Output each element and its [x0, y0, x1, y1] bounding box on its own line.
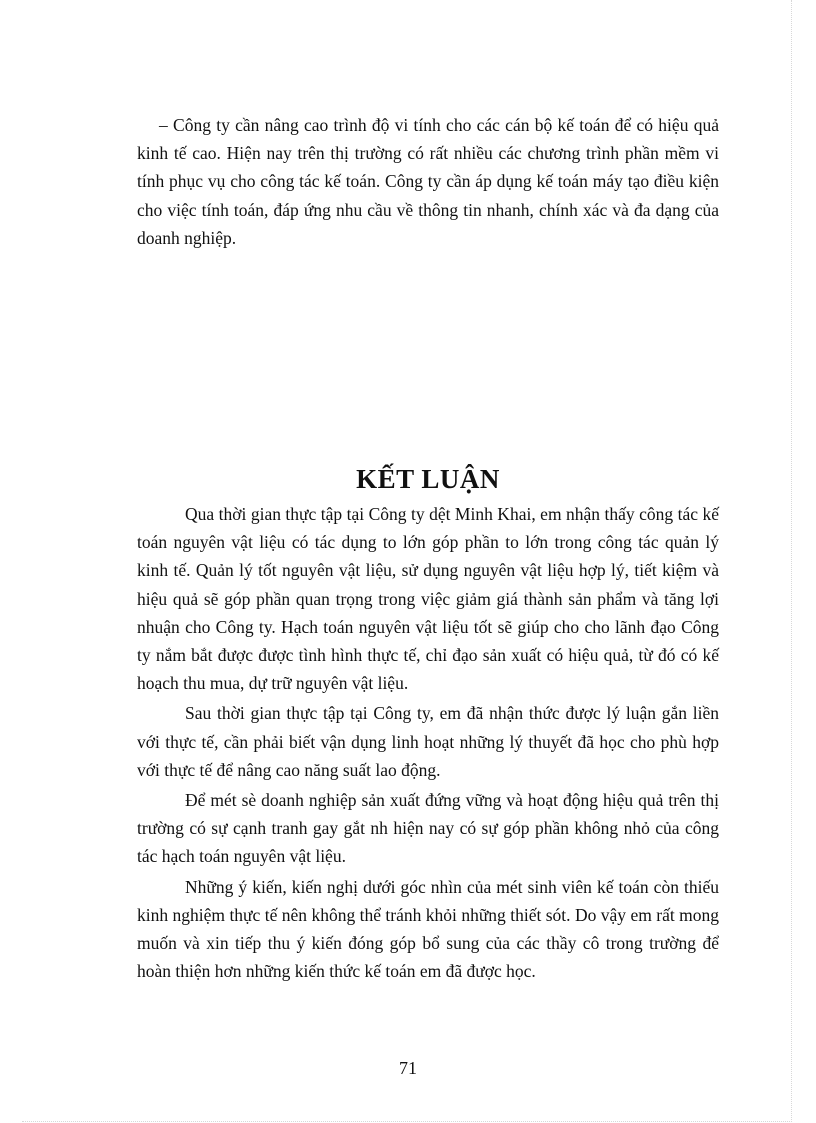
- conclusion-paragraph-1: Qua thời gian thực tập tại Công ty dệt Minh Khai, em nhận thấy công tác kế toán nguyên vật liệu có tác dụng to lớn góp phần to lớn trong công tác quản lý kinh tế. Quản lý tốt nguyên vật liệu, sử dụng nguyên vật liệu hợp lý, tiết kiệm và hiệu quả sẽ góp phần quan trọng trong việc giảm giá thành sản phẩm và tăng lợi nhuận cho Công ty. Hạch toán nguyên vật liệu tốt sẽ giúp cho cho lãnh đạo Công ty nắm bắt được được tình hình thực tế, chỉ đạo sản xuất có hiệu quả, từ đó có kế hoạch thu mua, dự trữ nguyên vật liệu.: [137, 504, 719, 694]
- document-body: [137, 111, 719, 985]
- conclusion-heading: KẾT LUẬN: [356, 464, 500, 495]
- intro-paragraph: – Công ty cần nâng cao trình độ vi tính cho các cán bộ kế toán để có hiệu quả kinh tế cao. Hiện nay trên thị trường có rất nhiều các chương trình phần mềm vi tính phục vụ cho công tác kế toán. Công ty cần áp dụng kế toán máy tạo điều kiện cho việc tính toán, đáp ứng nhu cầu về thông tin nhanh, chính xác và đa dạng của doanh nghiệp.: [137, 115, 719, 248]
- conclusion-paragraph-4: Những ý kiến, kiến nghị dưới góc nhìn của mét sinh viên kế toán còn thiếu kinh nghiệm thực tế nên không thể tránh khỏi những thiết sót. Do vậy em rất mong muốn và xin tiếp thu ý kiến đóng góp bổ sung của các thầy cô trong trường để hoàn thiện hơn những kiến thức kế toán em đã được học.: [137, 876, 719, 982]
- conclusion-paragraph-2: Sau thời gian thực tập tại Công ty, em đã nhận thức được lý luận gắn liền với thực tế, cần phải biết vận dụng linh hoạt những lý thuyết đã học cho phù hợp với thực tế để nâng cao năng suất lao động.: [137, 703, 719, 780]
- conclusion-paragraph-3: Để mét sè doanh nghiệp sản xuất đứng vững và hoạt động hiệu quả trên thị trường có sự cạnh tranh gay gắt nh hiện nay có sự góp phần không nhỏ của công tác hạch toán nguyên vật liệu.: [137, 790, 719, 867]
- page-number: 71: [399, 1058, 417, 1078]
